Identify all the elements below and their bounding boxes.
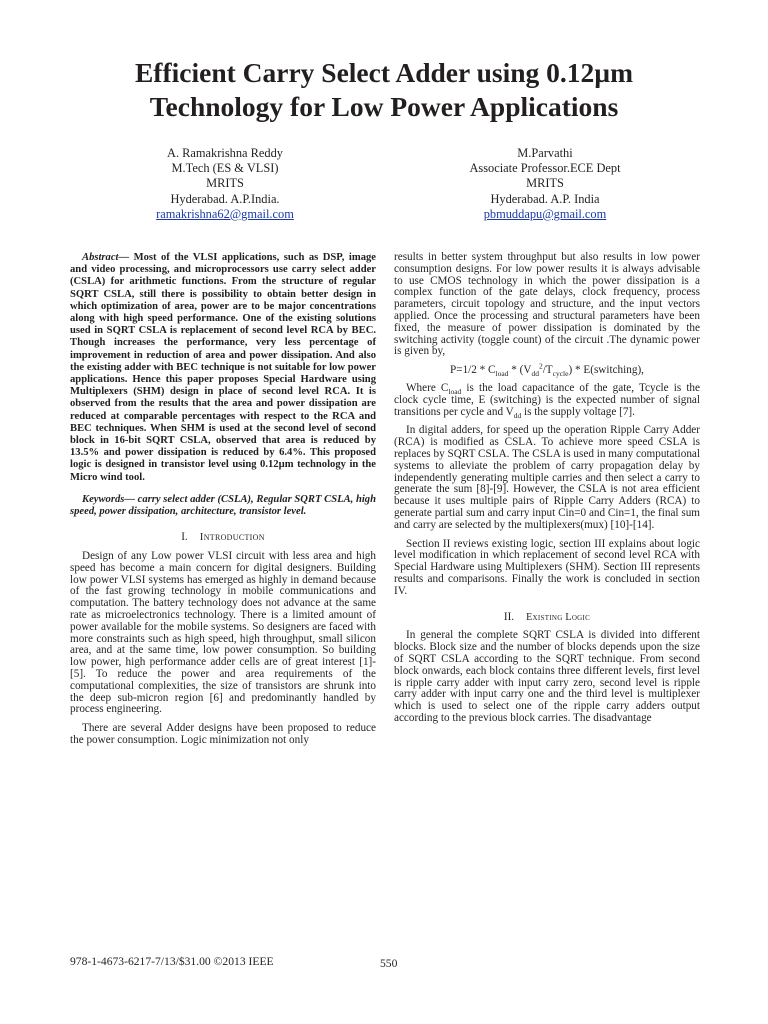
title-line-1: Efficient Carry Select Adder using 0.12µm [134,57,634,88]
body-paragraph-2: Where $C_{load}$ is the load capacitance of the gate, Tcycle is the clock cycle time, E (switching) is the expected number of signal transitions per cycle and $V_{dd}$ is the supply voltage [7]. [394,381,700,420]
author-institute: MRITS [526,176,564,191]
author-institute: MRITS [206,176,244,191]
author-degree: M.Tech (ES & VLSI) [171,161,279,176]
intro-paragraph-1: Design of any Low power VLSI circuit with less area and high speed has become a main concern for digital designers. Building low power VLSI systems has emerged as highly in demand because of the fast growing technology in mobile communications and computation. The battery technology does not advance at the same rate as microelectronics technology. There is a limited amount of power available for the mobile systems. So designers are faced with more constraints such as high speed, high throughput, small silicon area, and at the same time, low power consumption. So building low power, high performance adder cells are of great interest [1]-[5]. To reduce the power and area requirements of the computational complexities, the size of transistors are shrunk into the deep sub-micron region [6] and predominantly handled by process engineering. [70,550,376,716]
body-paragraph-5: In general the complete SQRT CSLA is divided into different blocks. Block size and the number of blocks depends upon the size of SQRT CSLA according to the SQRT technique. From second block onwards, each block contains three different levels, first level is ripple carry adder with input carry zero, second level is ripple carry adder with input carry one and the third level is multiplexer which is used to select one of the ripple carry adders output according to the previous block carries. The disadvantage [394,629,700,724]
author-block-2 [420,146,670,222]
abstract-label: Abstract— [82,252,130,263]
author-email-link[interactable]: pbmuddapu@gmail.com [483,206,607,221]
author-location: Hyderabad. A.P. India [490,191,600,206]
section-heading-existing-logic: II. Existing Logic [503,610,591,623]
body-paragraph-1: results in better system throughput but also results in low power consumption designs. For low power results it is always advisable to use CMOS technology in which the power dissipation is a complex function of the gate delays, clock frequency, process parameters, circuit topology and structure, and the input vectors applied. Once the processing and structural parameters have been fixed, the measure of power dissipation is dominated by the switching activity (toggle count) of the circuit .The dynamic power is given by, [394,251,700,358]
paper-title [60,56,708,124]
author-block-1 [100,146,350,222]
section-heading-introduction: I. Introduction [181,531,265,544]
author-degree: Associate Professor.ECE Dept [469,161,621,176]
author-email-link[interactable]: ramakrishna62@gmail.com [156,206,294,221]
body-paragraph-3: In digital adders, for speed up the operation Ripple Carry Adder (RCA) is modified as CSLA. To achieve more speed CSLA is replaces by SQRT CSLA. The CSLA is used in many computational systems to alleviate the problem of carry propagation delay by independently generating multiple carries and then select a carry to generate the sum [8]-[9]. However, the CSLA is not area efficient because it uses multiple pairs of Ripple Carry Adders (RCA) to generate partial sum and carry input Cin=0 and Cin=1, the final sum and carry are selected by the multiplexers(mux) [10]-[14]. [394,424,700,531]
title-line-2: Technology for Low Power Applications [149,91,619,122]
page-number: 550 [380,957,398,970]
abstract-text: Most of the VLSI applications, such as DSP, image and video processing, and microprocessors use carry select adder (CSLA) for arithmetic functions. From the structure of regular SQRT CSLA, still there is possibility to obtain better design in which optimization of area, power are to be major concentrations along with high speed performance. One of the existing solutions used in SQRT CSLA is replacement of second level RCA by BEC. Though increases the performance, very less percentage of improvement in reduction of area and power dissipation. And also the existing adder with BEC technique is not suitable for low power applications. Hence this paper proposes Special Hardware using Multiplexers (SHM) design in place of second level RCA. It is observed from the results that the area and power dissipation are reduced at comparable percentages with respect to the RCA and BEC techniques. When SHM is used at the second level of second block in 16-bit SQRT CSLA, observed that area is reduced by 13.5% and power dissipation is reduced by 6.4%. This proposed logic is designed in transistor level using 0.12µm technology in the Micro wind tool. [70,252,376,483]
keywords: Keywords— carry select adder (CSLA), Regular SQRT CSLA, high speed, power dissipation, architecture, transistor level. [70,493,376,518]
dynamic-power-formula: $P=1/2 * C_{load} * (V_{dd}^2/T_{cycle})$ * E(switching), [450,361,644,379]
intro-paragraph-2: There are several Adder designs have been proposed to reduce the power consumption. Logic minimization not only [70,722,376,747]
abstract [70,252,376,484]
left-column [70,252,376,754]
right-column [394,252,700,732]
body-paragraph-4: Section II reviews existing logic, section III explains about logic level modification in which replacement of second level RCA with Special Hardware using Multiplexers (SHM). Section III represents results and comparisons. Finally the work is concluded in section IV. [394,537,700,597]
footer-isbn: 978-1-4673-6217-7/13/$31.00 ©2013 IEEE [70,955,274,968]
author-name: M.Parvathi [517,146,573,160]
author-name: A. Ramakrishna Reddy [167,146,283,160]
author-location: Hyderabad. A.P.India. [170,191,280,206]
